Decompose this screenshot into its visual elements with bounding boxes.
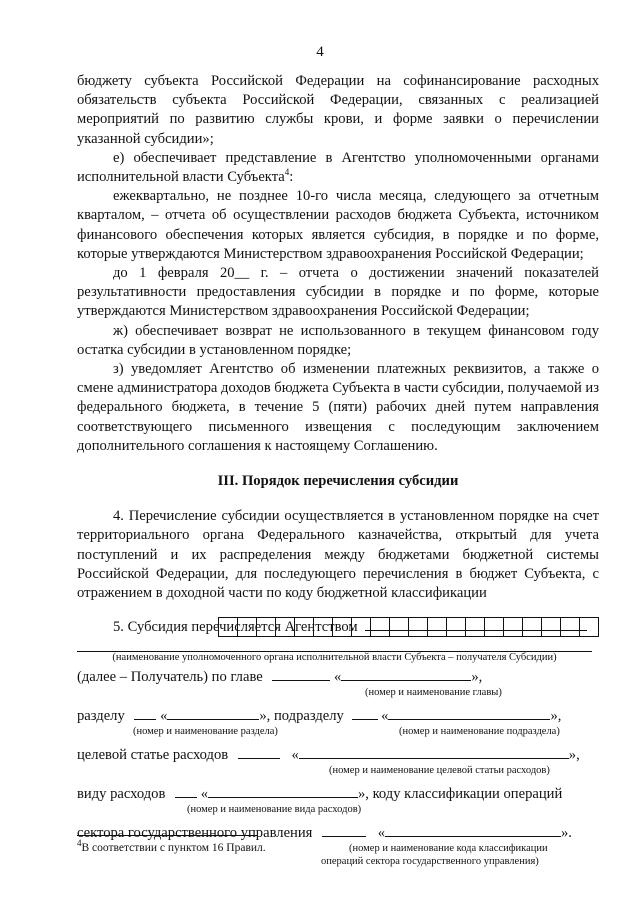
cs-number-field[interactable] [238,744,280,759]
razdel-name-field[interactable] [167,705,259,720]
caption-vr: (номер и наименование вида расходов) [187,804,362,815]
caption-glava: (номер и наименование главы) [365,687,502,698]
caption-sector-2: операций сектора государственного управления) [321,856,539,867]
glava-name-field[interactable] [341,666,471,681]
label-sector: сектора государственного управления [77,825,313,841]
paragraph-5: 5. Субсидия перечисляется Агентством [113,619,358,635]
document-body [77,72,599,651]
glava-number-field[interactable] [272,666,330,681]
label-razdel: разделу [77,708,125,724]
podrazdel-name-field[interactable] [388,705,550,720]
razdel-number-field[interactable] [134,705,156,720]
vr-name-field[interactable] [208,783,358,798]
agency-field[interactable] [365,616,587,631]
kosgu-number-field[interactable] [322,822,366,837]
podrazdel-number-field[interactable] [352,705,378,720]
page-number: 4 [316,44,324,60]
form-section: 5. Субсидия перечисляется Агентством (наименование уполномоченного органа исполнительной власти Субъекта – получателя Субсидии) (далее – Получатель) по главе « », (номер и наименование главы) разделу « », подразделу « », (номер и наименование раздела) (номер и наименование подраздела) целевой статье расходов « », (номер и наименование целевой статьи расходов) виду расходов « », коду классификации операций (номер и наименование вида расходов) сектора государственного управления « ». (номер и наименование кода классификации операций сектора государственного управления) [77,616,599,867]
kosgu-name-field[interactable] [385,822,561,837]
label-podrazdel: , подразделу [266,708,344,724]
caption-cs: (номер и наименование целевой статьи расходов) [329,765,550,776]
paragraph-e: е) обеспечивает представление в Агентство уполномоченными органами исполнительной власти Субъекта$^4$: [77,149,599,186]
paragraph-zh: ж) обеспечивает возврат не использованного в текущем финансовом году остатка субсидии в установленном порядке; [77,322,599,358]
paragraph-4: 4. Перечисление субсидии осуществляется в установленном порядке на счет территориального органа Федерального казначейства, открытый для учета поступлений и их распределения между бюджетами бюджетной системы Российской Федерации, для последующего перечисления в бюджет Субъекта, с отражением в доходной части по коду бюджетной классификации [77,508,599,602]
label-vid-rashodov: виду расходов [77,786,166,802]
caption-sector-1: (номер и наименование кода классификации [349,843,548,854]
agency-field-line[interactable] [77,637,592,652]
label-glava: (далее – Получатель) по главе [77,669,263,685]
caption-podrazdel: (номер и наименование подраздела) [399,726,560,737]
caption-agency: (наименование уполномоченного органа исполнительной власти Субъекта – получателя Субсидии) [112,652,557,663]
paragraph-z: з) уведомляет Агентство об изменении платежных реквизитов, а также о смене администратора доходов бюджета Субъекта в части субсидии, получаемой из федерального бюджета, в течение 5 (пяти) рабочих дней путем направления соответствующего письменного извещения с последующим заключением дополнительного соглашения к настоящему Соглашению. [77,361,599,454]
vr-number-field[interactable] [175,783,197,798]
footnote-divider [77,835,257,836]
paragraph: бюджету субъекта Российской Федерации на софинансирование расходных обязательств субъекта Российской Федерации, связанных с реализацией мероприятий по развитию службы крови, и форме заявки о перечислении указанной субсидии»; [77,73,599,147]
label-celevaya-statya: целевой статье расходов [77,747,229,763]
paragraph: до 1 февраля 20__ г. – отчета о достижении значений показателей результативности предоставления субсидии в порядке и по форме, которые утверждаются Министерством здравоохранения Российской Федерации; [77,265,599,320]
cs-name-field[interactable] [299,744,569,759]
caption-razdel: (номер и наименование раздела) [133,726,278,737]
paragraph: ежеквартально, не позднее 10-го числа месяца, следующего за отчетным кварталом, – отчета об осуществлении расходов бюджета Субъекта, источником финансового обеспечения которых является субсидия, в порядке и по форме, которые утверждаются Министерством здравоохранения Российской Федерации; [77,188,599,262]
footnote: $^4$В соответствии с пунктом 16 Правил. [77,838,266,854]
section-heading: III. Порядок перечисления субсидии [217,473,459,490]
footnote-ref: 4 [284,167,290,178]
